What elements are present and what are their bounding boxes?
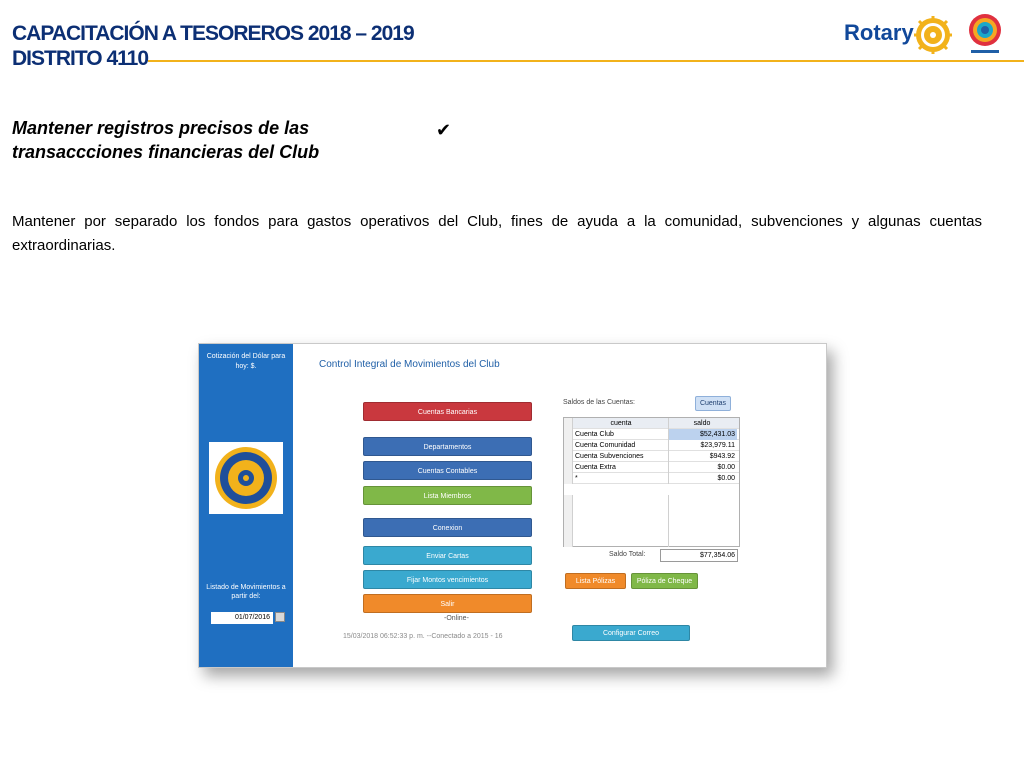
total-label: Saldo Total:: [609, 551, 646, 558]
cell-cuenta[interactable]: Cuenta Comunidad: [575, 442, 636, 449]
cell-cuenta[interactable]: Cuenta Extra: [575, 464, 616, 471]
online-indicator: -Online-: [444, 615, 469, 622]
rotary-wheel-icon: [913, 15, 953, 55]
start-date-field[interactable]: 01/07/2016: [211, 612, 273, 624]
poliza-cheque-button[interactable]: Póliza de Cheque: [631, 573, 698, 589]
table-row[interactable]: [564, 462, 739, 473]
body-paragraph: Mantener por separado los fondos para gastos operativos del Club, fines de ayuda a la comunidad, subvenciones y algunas cuentas extraordinarias.: [12, 213, 982, 254]
app-window: [198, 343, 827, 668]
conexion-button[interactable]: Conexion: [363, 518, 532, 537]
column-header-cuenta[interactable]: cuenta: [610, 420, 632, 427]
lista-miembros-button[interactable]: Lista Miembros: [363, 486, 532, 505]
cell-cuenta[interactable]: Cuenta Subvenciones: [575, 453, 644, 460]
configurar-correo-button[interactable]: Configurar Correo: [572, 625, 690, 641]
connection-status: 15/03/2018 06:52:33 p. m. --Conectado a 2015 - 16: [343, 633, 503, 640]
cuentas-contables-button[interactable]: Cuentas Contables: [363, 461, 532, 480]
header-divider: [148, 60, 1024, 62]
rotary-wordmark: Rotary: [844, 20, 914, 45]
row-selector-column: [564, 495, 573, 547]
enviar-cartas-button[interactable]: Enviar Cartas: [363, 546, 532, 565]
cell-saldo[interactable]: $943.92: [668, 451, 737, 462]
salir-button[interactable]: Salir: [363, 594, 532, 613]
slide-subtitle: DISTRITO 4110: [12, 47, 149, 70]
dollar-rate-label: Cotización del Dólar para hoy: $.: [206, 353, 286, 370]
cell-saldo[interactable]: $23,979.11: [668, 440, 737, 451]
accounts-grid[interactable]: [563, 417, 740, 547]
app-title: Control Integral de Movimientos del Club: [319, 359, 500, 370]
slide-title: CAPACITACIÓN A TESOREROS 2018 – 2019: [12, 22, 414, 45]
movements-list-label: Listado de Movimientos a partir del:: [206, 584, 286, 600]
saldos-label: Saldos de las Cuentas:: [563, 399, 635, 406]
table-row[interactable]: [564, 429, 739, 440]
rotary-emblem-icon: [213, 445, 279, 511]
table-row[interactable]: [564, 440, 739, 451]
cell-saldo[interactable]: $0.00: [668, 473, 737, 484]
section-heading: Mantener registros precisos de las transaccciones financieras del Club: [12, 118, 320, 162]
rotary-international-logo: [209, 442, 283, 514]
cell-cuenta[interactable]: Cuenta Club: [575, 431, 614, 438]
fijar-montos-button[interactable]: Fijar Montos vencimientos: [363, 570, 532, 589]
cuentas-button[interactable]: Cuentas: [695, 396, 731, 411]
lista-polizas-button[interactable]: Lista Pólizas: [565, 573, 626, 589]
total-value-field: $77,354.06: [660, 549, 738, 562]
column-header-saldo[interactable]: saldo: [668, 418, 737, 429]
cell-cuenta[interactable]: *: [575, 475, 578, 482]
app-sidebar: [199, 344, 293, 668]
departamentos-button[interactable]: Departamentos: [363, 437, 532, 456]
calendar-icon[interactable]: [275, 612, 285, 622]
cell-saldo[interactable]: $52,431.03: [668, 429, 737, 440]
cuentas-bancarias-button[interactable]: Cuentas Bancarias: [363, 402, 532, 421]
grid-header: [564, 418, 739, 429]
table-row[interactable]: [564, 473, 739, 484]
checkmark-icon: ✔: [436, 120, 452, 140]
cell-saldo[interactable]: $0.00: [668, 462, 737, 473]
theme-logo-icon: [965, 12, 1005, 60]
table-row[interactable]: [564, 451, 739, 462]
column-divider: [668, 495, 669, 547]
